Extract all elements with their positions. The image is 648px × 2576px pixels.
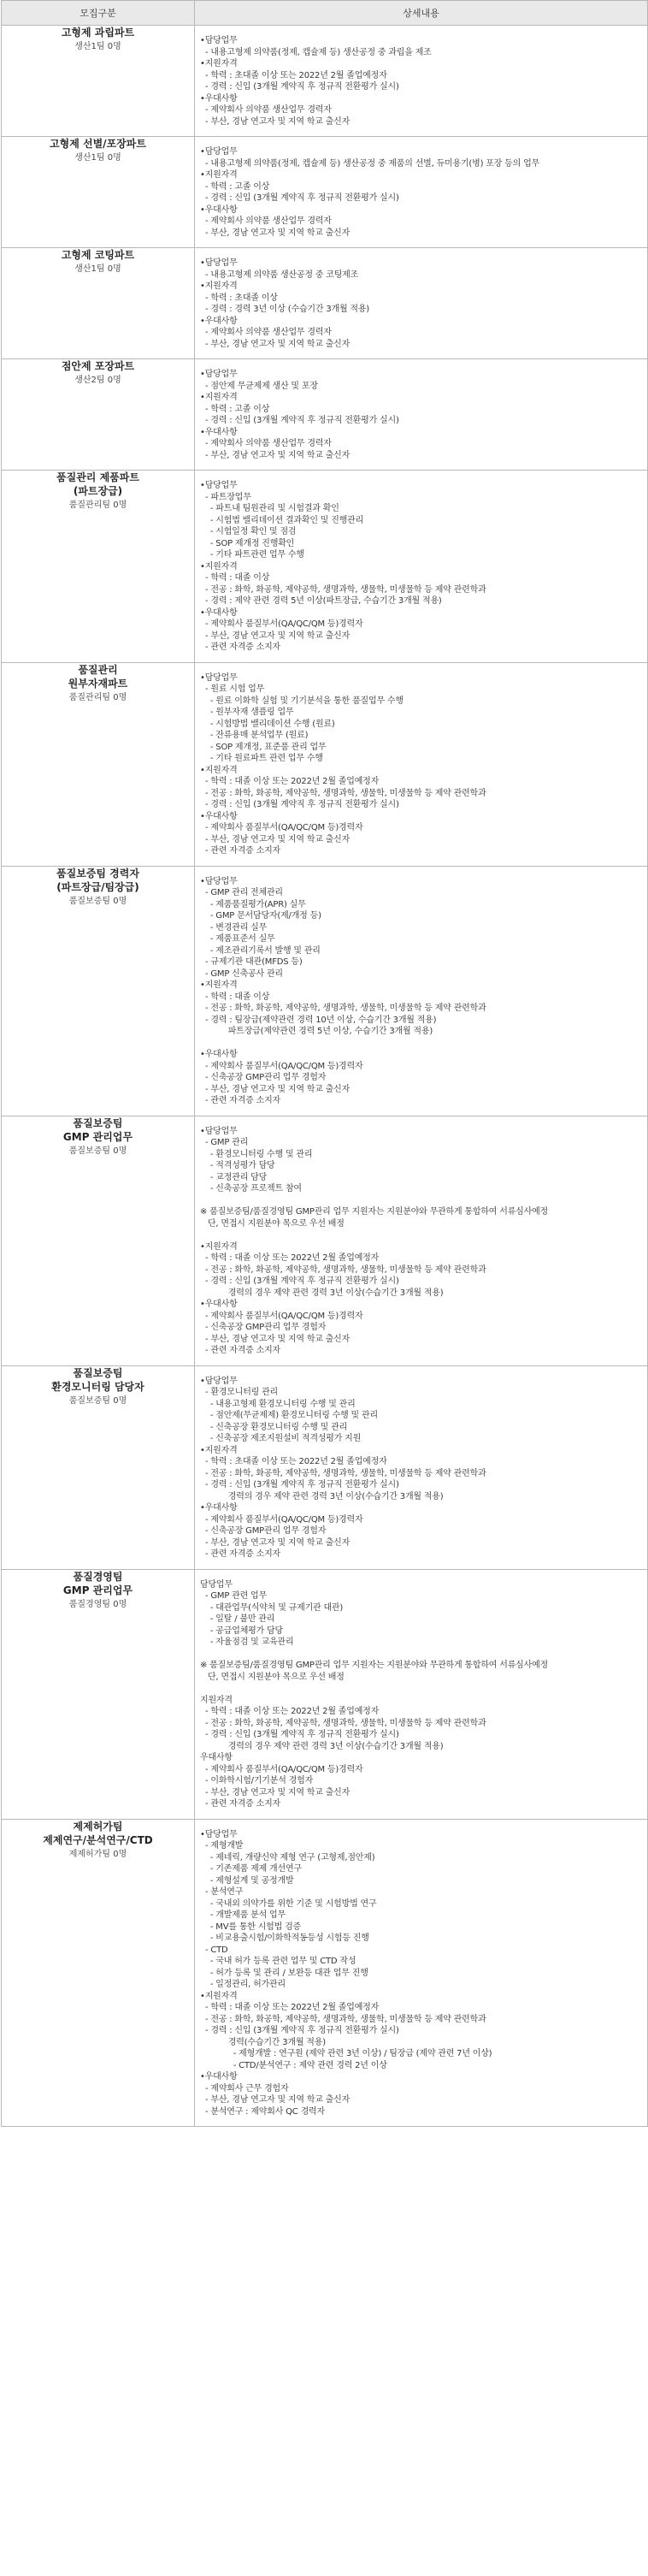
category-cell [2,866,195,1116]
detail-cell [195,359,648,471]
detail-line: - 잔류용매 분석업무 (원료) [200,731,309,740]
detail-cell [195,248,648,359]
category-cell [2,471,195,663]
detail-line: - GMP 관련 업무 [200,1591,267,1601]
detail-line: - 이화학시험/기기분석 경험자 [200,1776,314,1785]
detail-line: •지원자격 [200,1241,238,1252]
category-cell [2,1569,195,1819]
detail-line: - 경력 : 경력 3년 이상 (수습기간 3개월 적용) [200,305,370,314]
detail-line: - 내용고형제 의약품 생산공정 중 코팅제조 [200,269,359,280]
detail-line: - 관련 자격증 소지자 [200,1096,280,1105]
detail-line [200,1038,642,1050]
detail-line: - 일탈 / 불만 관리 [200,1614,275,1624]
detail-line: - 공급업체평가 담당 [200,1626,283,1636]
detail-line: •지원자격 [200,170,238,180]
detail-line: - 부산, 경남 연고자 및 지역 학교 출신자 [200,631,351,641]
detail-line: - 학력 : 대졸 이상 또는 2022년 2월 졸업예정자 [200,2003,380,2012]
detail-line: 파트장급(제약관련 경력 5년 이상, 수습기간 3개월 적용) [200,1027,433,1036]
detail-line: - 비교용출시험/이화학적동등성 시험등 진행 [200,1933,369,1943]
detail-line [200,1195,642,1207]
detail-line: - 시험일정 확인 및 점검 [200,527,297,536]
detail-line: - 부산, 경남 연고자 및 지역 학교 출신자 [200,228,351,238]
detail-line: - 경력 : 신입 (3개월 계약직 후 정규직 전환평가 실시) [200,193,399,203]
detail-line: - 교정관리 담당 [200,1172,268,1182]
detail-line: - 관련 자격증 소지자 [200,1346,280,1355]
table-body [2,26,648,2127]
detail-line: - 파트내 팀원관리 및 시험결과 확인 [200,504,339,513]
detail-line: •담당업무 [200,258,238,268]
detail-line: •우대사항 [200,204,238,215]
detail-line: - 원료 시험 업무 [200,684,265,694]
detail-line: •지원자격 [200,1445,238,1455]
detail-line: - 제약회사 품질부서(QA/QC/QM 등)경력자 [200,1061,363,1071]
detail-line: - 규제기관 대관(MFDS 등) [200,957,303,967]
position-title: 품질관리 원부자재파트 [68,663,128,690]
detail-cell [195,1116,648,1365]
detail-line: - 국내 허가 등록 관련 업무 및 CTD 작성 [200,1957,356,1966]
detail-line: - 제약회사 의약품 생산업무 경력자 [200,105,332,115]
detail-line: 경력의 경우 제약 관련 경력 3년 이상(수습기간 3개월 적용) [200,1741,444,1751]
detail-line: - 기타 원료파트 관련 업무 수행 [200,754,323,763]
position-title: 고형제 코팅파트 [61,249,135,261]
detail-line: •담당업무 [200,1829,238,1839]
team-headcount: 생산2팀 0명 [74,376,121,385]
detail-line: 경력의 경우 제약 관련 경력 3년 이상(수습기간 3개월 적용) [200,1491,444,1501]
position-title: 품질관리 제품파트 (파트장급) [56,471,139,497]
position-title: 품질보증팀 경력자 (파트장급/팀장급) [56,867,139,893]
team-headcount: 생산1팀 0명 [74,153,121,163]
detail-line: •지원자격 [200,561,238,571]
position-title: 제제허가팀 제제연구/분석연구/CTD [43,1820,153,1846]
detail-line: - 관련 자격증 소지자 [200,1799,280,1809]
detail-cell [195,1819,648,2127]
detail-line: ※ 품질보증팀/품질경영팀 GMP관리 업무 지원자는 지원분야와 무관하게 통합하여 서류심사예정 [200,1207,549,1217]
detail-line: •담당업무 [200,370,238,379]
detail-line: - 부산, 경남 연고자 및 지역 학교 출신자 [200,116,351,127]
category-cell [2,248,195,359]
team-headcount: 품질경영팀 0명 [68,1599,127,1609]
detail-line: ※ 품질보증팀/품질경영팀 GMP관리 업무 지원자는 지원분야와 무관하게 통합하여 서류심사예정 [200,1661,549,1670]
detail-line: - CTD [200,1945,228,1955]
detail-cell [195,26,648,137]
header-category: 모집구분 [2,1,195,26]
detail-cell [195,866,648,1116]
table-row [2,137,648,248]
position-title: 고형제 과립파트 [61,27,135,38]
detail-line: - 변경관리 실무 [200,922,268,933]
detail-line: - GMP 관리 [200,1138,249,1147]
detail-cell [195,471,648,663]
table-row [2,248,648,359]
detail-line: - 환경모니터링 수행 및 관리 [200,1149,313,1159]
detail-line: - 전공 : 화학, 화공학, 제약공학, 생명과학, 생물학, 미생물학 등 제약 관련학과 [200,584,486,595]
detail-line: - 부산, 경남 연고자 및 지역 학교 출신자 [200,450,351,460]
team-headcount: 제제허가팀 0명 [68,1849,127,1859]
detail-line: - 관련 자격증 소지자 [200,1549,280,1559]
detail-cell [195,662,648,866]
category-cell [2,1819,195,2127]
detail-line: - 학력 : 고졸 이상 [200,404,270,414]
team-headcount: 품질관리팀 0명 [68,500,127,510]
detail-line: - 제조관리기록서 발행 및 관리 [200,945,321,956]
detail-line: - 학력 : 초대졸 이상 또는 2022년 2월 졸업예정자 [200,70,387,80]
position-title: 점안제 포장파트 [61,360,135,372]
detail-line: - 환경모니터링 관리 [200,1388,279,1397]
category-cell [2,26,195,137]
detail-line: 지원자격 [200,1695,233,1705]
detail-line: - 파트장업무 [200,492,251,502]
detail-line: - 대관업무(식약처 및 규제기관 대관) [200,1602,344,1613]
detail-line: - SOP 제개정, 표준품 관리 업무 [200,742,327,752]
detail-line: - 시험법 밸리데이션 결과확인 및 진행관리 [200,515,364,525]
detail-line: - 부산, 경남 연고자 및 지역 학교 출신자 [200,1787,351,1797]
team-headcount: 생산1팀 0명 [74,264,121,274]
detail-line: - 시험방법 밸리데이션 수행 (원료) [200,719,335,729]
detail-line: 경력의 경우 제약 관련 경력 3년 이상(수습기간 3개월 적용) [200,1288,444,1298]
detail-line: - 내용고형제 의약품(정제, 캡슐제 등) 생산공정 중 과립을 제조 [200,47,432,57]
table-row [2,26,648,137]
detail-line: - 신축공장 GMP관리 업무 경험자 [200,1073,327,1082]
detail-line: - 내용고형제 환경모니터링 수행 및 관리 [200,1399,356,1409]
detail-line: •우대사항 [200,2072,238,2082]
position-title: 품질경영팀 GMP 관리업무 [62,1570,133,1596]
table-row [2,662,648,866]
detail-line: - 전공 : 화학, 화공학, 제약공학, 생명과학, 생물학, 미생물학 등 제약 관련학과 [200,1468,486,1478]
detail-line: - GMP 관리 전체관리 [200,888,283,897]
detail-line: - 기존제품 제제 개선연구 [200,1864,302,1874]
detail-cell [195,1365,648,1569]
detail-line: - 제품품질평가(APR) 실무 [200,899,306,909]
detail-line: •우대사항 [200,1050,238,1059]
detail-line: - 학력 : 대졸 이상 또는 2022년 2월 졸업예정자 [200,777,380,786]
detail-line: - 제형설계 및 공정개발 [200,1875,294,1886]
detail-line: - 일정관리, 허가관리 [200,1980,286,1989]
detail-line: •담당업무 [200,1376,238,1386]
detail-line: - 개발제품 분석 업무 [200,1910,286,1920]
detail-line [200,1229,642,1241]
detail-line: - 학력 : 대졸 이상 또는 2022년 2월 졸업예정자 [200,1253,380,1263]
detail-line: •지원자격 [200,281,238,291]
detail-line: - 자율점검 및 교육관리 [200,1637,294,1647]
detail-line: - SOP 제개정 진행확인 [200,538,295,548]
detail-line: •우대사항 [200,1300,238,1309]
team-headcount: 품질보증팀 0명 [68,1395,127,1406]
detail-line: - 분석연구 [200,1887,244,1897]
detail-line: - 제네릭, 개량신약 제형 연구 (고형제,점안제) [200,1852,375,1862]
detail-line: - 제약회사 의약품 생산업무 경력자 [200,439,332,448]
detail-line: - 부산, 경남 연고자 및 지역 학교 출신자 [200,339,351,349]
detail-line: - 학력 : 대졸 이상 [200,992,270,1002]
detail-line: - 국내외 의약가를 위한 기준 및 시험방법 연구 [200,1898,377,1909]
table-row [2,359,648,471]
detail-line: •우대사항 [200,811,238,821]
detail-line: - 경력 : 제약 관련 경력 5년 이상(파트장급, 수습기간 3개월 적용) [200,596,442,606]
detail-line [200,1649,642,1661]
detail-line: •담당업무 [200,36,238,45]
detail-line: - 부산, 경남 연고자 및 지역 학교 출신자 [200,1334,351,1344]
detail-line: •지원자격 [200,980,238,990]
detail-line: - 경력 : 팀장급(제약관련 경력 10년 이상, 수습기간 3개월 적용) [200,1015,437,1025]
detail-line: - 부산, 경남 연고자 및 지역 학교 출신자 [200,1537,351,1548]
detail-line [200,1683,642,1695]
table-row [2,1569,648,1819]
detail-line: - 전공 : 화학, 화공학, 제약공학, 생명과학, 생물학, 미생물학 등 제약 관련학과 [200,788,486,798]
detail-line: - 경력 : 신입 (3개월 계약직 후 정규직 전환평가 실시) [200,800,399,809]
table-row [2,1365,648,1569]
detail-cell [195,137,648,248]
category-cell [2,1365,195,1569]
detail-line: •우대사항 [200,1503,238,1513]
detail-cell [195,1569,648,1819]
detail-line: - 제약회사 품질부서(QA/QC/QM 등)경력자 [200,1514,363,1525]
detail-line: - CTD/분석연구 : 제약 관련 경력 2년 이상 [200,2060,387,2070]
detail-line: •담당업무 [200,876,238,886]
recruitment-table [1,0,648,2127]
detail-line: - 경력 : 신입 (3개월 계약직 후 정규직 전환평가 실시) [200,1730,399,1739]
detail-line: - 원부자재 샘플링 업무 [200,708,294,717]
detail-line: - 원료 이화학 실험 및 기기분석을 통한 품질업무 수행 [200,696,404,706]
position-title: 고형제 선별/포장파트 [50,138,146,150]
detail-line: - 제약회사 품질부서(QA/QC/QM 등)경력자 [200,1311,363,1321]
detail-line: •우대사항 [200,427,238,437]
detail-line: •우대사항 [200,607,238,618]
table-row [2,1819,648,2127]
detail-line: - 점안제(무균제제) 환경모니터링 수행 및 관리 [200,1411,378,1420]
position-title: 품질보증팀 GMP 관리업무 [62,1116,133,1143]
detail-line: - 전공 : 화학, 화공학, 제약공학, 생명과학, 생물학, 미생물학 등 제약 관련학과 [200,1264,486,1275]
detail-line: - 내용고형제 의약품(정제, 캡슐제 등) 생산공정 중 제품의 선별, 듀미용기(병) 포장 등의 업무 [200,158,539,169]
category-cell [2,662,195,866]
table-header-row [2,1,648,26]
detail-line: - 관련 자격증 소지자 [200,643,280,652]
detail-line: - 기타 파트관련 업무 수행 [200,550,304,560]
detail-line: - 경력 : 신입 (3개월 계약직 후 정규직 전환평가 실시) [200,82,399,92]
detail-line: •담당업무 [200,481,238,490]
detail-line: - 제약회사 의약품 생산업무 경력자 [200,328,332,337]
detail-line: 우대사항 [200,1753,233,1762]
table-row [2,471,648,663]
detail-line: - 경력 : 신입 (3개월 계약직 후 정규직 전환평가 실시) [200,2026,399,2035]
detail-line: •담당업무 [200,672,238,683]
detail-line: •지원자격 [200,765,238,775]
detail-line: - 경력 : 신입 (3개월 계약직 후 정규직 전환평가 실시) [200,416,399,425]
detail-line: - 적격성평가 담당 [200,1161,275,1170]
detail-line: 경력(수습기간 3개월 적용) [200,2037,326,2047]
detail-line: - 학력 : 고졸 이상 [200,181,270,192]
detail-line: - 제형개발 : 연구원 (제약 관련 3년 이상) / 팀장급 (제약 관련 7년 이상) [200,2049,492,2058]
team-headcount: 품질관리팀 0명 [68,692,127,702]
detail-line: - 제약회사 품질부서(QA/QC/QM 등)경력자 [200,823,363,832]
position-title: 품질보증팀 환경모니터링 담당자 [51,1366,144,1393]
detail-line: - MV를 통한 시험법 검증 [200,1922,301,1932]
detail-line: - 허가 등록 및 관리 / 보완등 대관 업무 진행 [200,1968,368,1978]
team-headcount: 생산1팀 0명 [74,42,121,51]
detail-line: - 학력 : 대졸 이상 또는 2022년 2월 졸업예정자 [200,1707,380,1716]
header-detail: 상세내용 [195,1,648,26]
detail-line: •담당업무 [200,147,238,157]
category-cell [2,137,195,248]
detail-line: - 점안제 무균제제 생산 및 포장 [200,381,318,391]
detail-line: - 제약회사 근무 경험자 [200,2083,289,2093]
detail-line: - 부산, 경남 연고자 및 지역 학교 출신자 [200,1084,351,1094]
detail-line: 단, 면접시 지원분야 목으로 우선 배정 [200,1218,345,1229]
detail-line: - 관련 자격증 소지자 [200,846,280,856]
detail-line: - 전공 : 화학, 화공학, 제약공학, 생명과학, 생물학, 미생물학 등 제약 관련학과 [200,1718,486,1728]
detail-line: 담당업무 [200,1579,233,1590]
detail-line: - 분석연구 : 제약회사 QC 경력자 [200,2106,325,2117]
detail-line: •지원자격 [200,393,238,402]
detail-line: •지원자격 [200,59,238,68]
detail-line: - 신축공장 프로젝트 참여 [200,1184,302,1193]
detail-line: - 제약회사 품질부서(QA/QC/QM 등)경력자 [200,619,363,629]
detail-line: - GMP 문서담당자(제/개정 등) [200,911,321,921]
detail-line: - 신축공장 환경모니터링 수행 및 관리 [200,1422,348,1432]
detail-line: •지원자격 [200,1991,238,2001]
table-row [2,866,648,1116]
detail-line: 단, 면접시 지원분야 목으로 우선 배정 [200,1672,345,1682]
detail-line: - 전공 : 화학, 화공학, 제약공학, 생명과학, 생물학, 미생물학 등 제약 관련학과 [200,1004,486,1013]
detail-line: - 제품표준서 실무 [200,934,275,944]
detail-line: - 제약회사 품질부서(QA/QC/QM 등)경력자 [200,1764,363,1774]
detail-line: - 신축공장 GMP관리 업무 경험자 [200,1526,327,1536]
detail-line: - 전공 : 화학, 화공학, 제약공학, 생명과학, 생물학, 미생물학 등 제약 관련학과 [200,2014,486,2024]
detail-line: - 경력 : 신입 (3개월 계약직 후 정규직 전환평가 실시) [200,1276,399,1286]
detail-line: - 신축공장 제조지원설비 적격성평가 지원 [200,1434,362,1443]
detail-line: - 부산, 경남 연고자 및 지역 학교 출신자 [200,834,351,844]
team-headcount: 품질보증팀 0명 [68,1146,127,1156]
detail-line: - 경력 : 신입 (3개월 계약직 후 정규직 전환평가 실시) [200,1480,399,1489]
detail-line: - 학력 : 대졸 이상 [200,573,270,583]
detail-line: - 부산, 경남 연고자 및 지역 학교 출신자 [200,2095,351,2105]
detail-line: - 제형개발 [200,1841,244,1851]
detail-line: - 제약회사 의약품 생산업무 경력자 [200,216,332,226]
team-headcount: 품질보증팀 0명 [68,896,127,906]
category-cell [2,1116,195,1365]
detail-line: - 학력 : 초대졸 이상 [200,293,278,303]
detail-line: •담당업무 [200,1126,238,1136]
table-row [2,1116,648,1365]
detail-line: •우대사항 [200,93,238,104]
detail-line: - GMP 신축공사 관리 [200,968,283,979]
category-cell [2,359,195,471]
detail-line: - 학력 : 초대졸 이상 또는 2022년 2월 졸업예정자 [200,1457,387,1466]
detail-line: - 신축공장 GMP관리 업무 경험자 [200,1323,327,1332]
detail-line: •우대사항 [200,316,238,326]
